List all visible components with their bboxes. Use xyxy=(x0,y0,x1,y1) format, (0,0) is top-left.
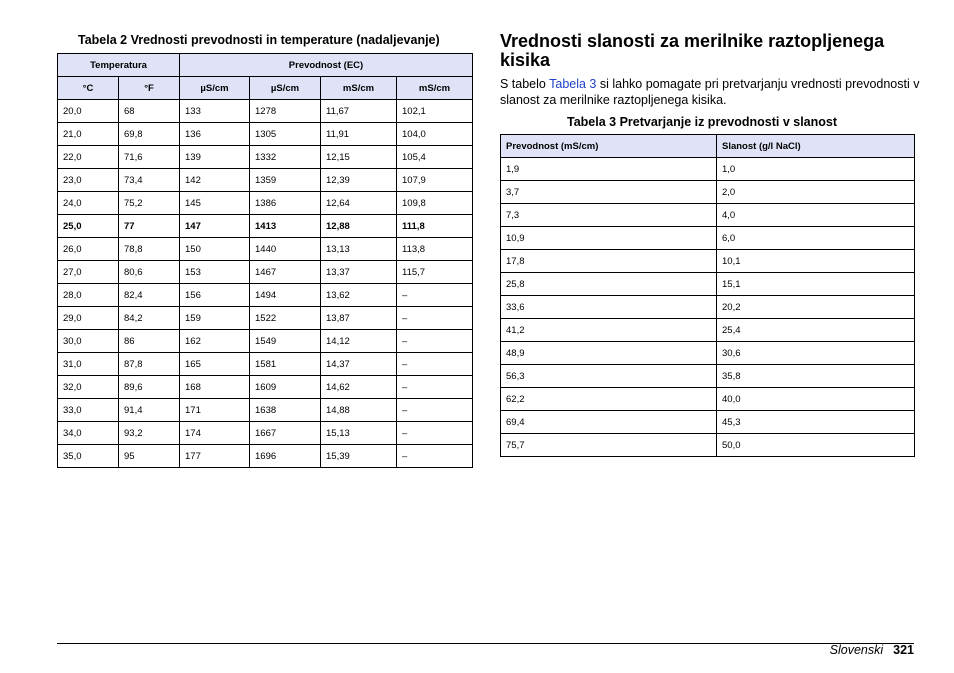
table-cell: 71,6 xyxy=(119,146,180,169)
table-cell: 91,4 xyxy=(119,399,180,422)
table-cell: 87,8 xyxy=(119,353,180,376)
table-cell: 89,6 xyxy=(119,376,180,399)
table-cell: 14,88 xyxy=(321,399,397,422)
table-row xyxy=(58,169,473,192)
table-cell: 48,9 xyxy=(501,342,717,365)
table-cell: 104,0 xyxy=(397,123,473,146)
paragraph-text: si lahko pomagate pri pretvarjanju vrednosti prevodnosti v slanost za merilnike raztopljenega kisika. xyxy=(500,77,920,107)
table-row xyxy=(58,307,473,330)
table-row xyxy=(58,376,473,399)
table-row xyxy=(501,204,915,227)
column-header-conductivity: Prevodnost (mS/cm) xyxy=(501,135,717,158)
table-cell: 68 xyxy=(119,100,180,123)
table-cell: – xyxy=(397,445,473,468)
group-header-conductivity: Prevodnost (EC) xyxy=(180,54,473,77)
table-row xyxy=(501,296,915,319)
table-cell: 159 xyxy=(180,307,250,330)
table-cell: 1467 xyxy=(250,261,321,284)
table-cell: 25,8 xyxy=(501,273,717,296)
footer-rule xyxy=(57,643,914,644)
table-cell: 35,8 xyxy=(717,365,915,388)
table-cell: 156 xyxy=(180,284,250,307)
table-cell: 2,0 xyxy=(717,181,915,204)
table-cell: 34,0 xyxy=(58,422,119,445)
table-cell: 77 xyxy=(119,215,180,238)
table-cell: 35,0 xyxy=(58,445,119,468)
table-cell: 75,2 xyxy=(119,192,180,215)
table-cell: 142 xyxy=(180,169,250,192)
table-cell: 1549 xyxy=(250,330,321,353)
table-cell: 23,0 xyxy=(58,169,119,192)
table-cell: 17,8 xyxy=(501,250,717,273)
table-cell: 111,8 xyxy=(397,215,473,238)
table-cell: 93,2 xyxy=(119,422,180,445)
table-cell: 1278 xyxy=(250,100,321,123)
table-cell: 133 xyxy=(180,100,250,123)
table-row xyxy=(58,284,473,307)
table-row xyxy=(501,434,915,457)
table-cell: 69,8 xyxy=(119,123,180,146)
page-footer xyxy=(830,643,914,657)
table-cell: 1,9 xyxy=(501,158,717,181)
table-cell: 28,0 xyxy=(58,284,119,307)
table-row xyxy=(58,399,473,422)
table-cell: 12,39 xyxy=(321,169,397,192)
table-cell: 62,2 xyxy=(501,388,717,411)
table-cell: 1494 xyxy=(250,284,321,307)
table-row xyxy=(58,123,473,146)
table-cell: 27,0 xyxy=(58,261,119,284)
table-cell: 73,4 xyxy=(119,169,180,192)
table-cell: 13,13 xyxy=(321,238,397,261)
table-cell: 171 xyxy=(180,399,250,422)
table-cell: 14,12 xyxy=(321,330,397,353)
table-cell: 15,1 xyxy=(717,273,915,296)
paragraph-text: S tabelo xyxy=(500,77,550,91)
table-row xyxy=(501,319,915,342)
table-row xyxy=(501,388,915,411)
table-cell: 10,1 xyxy=(717,250,915,273)
table-cell: 1696 xyxy=(250,445,321,468)
table-cell: 1440 xyxy=(250,238,321,261)
table-row xyxy=(501,273,915,296)
table-row xyxy=(58,146,473,169)
table-cell: 1305 xyxy=(250,123,321,146)
table-cell: 147 xyxy=(180,215,250,238)
table-cell: 24,0 xyxy=(58,192,119,215)
table-cell: 4,0 xyxy=(717,204,915,227)
table-cell: 1581 xyxy=(250,353,321,376)
table-cell: 41,2 xyxy=(501,319,717,342)
table-cell: 1667 xyxy=(250,422,321,445)
table-cell: 177 xyxy=(180,445,250,468)
table-cell: – xyxy=(397,376,473,399)
table-cell: – xyxy=(397,399,473,422)
column-header-ms-cm: mS/cm xyxy=(321,77,397,100)
table-cell: – xyxy=(397,284,473,307)
table-cell: 10,9 xyxy=(501,227,717,250)
table-cell: 136 xyxy=(180,123,250,146)
section-paragraph xyxy=(500,77,920,108)
table-row xyxy=(58,353,473,376)
table-row xyxy=(58,100,473,123)
table-cell: 20,0 xyxy=(58,100,119,123)
table-cell: 84,2 xyxy=(119,307,180,330)
table-row xyxy=(58,261,473,284)
table-cell: 153 xyxy=(180,261,250,284)
table-cell: 3,7 xyxy=(501,181,717,204)
table-cell: 1609 xyxy=(250,376,321,399)
table-row xyxy=(58,238,473,261)
table-row xyxy=(501,181,915,204)
column-header-ms-cm: mS/cm xyxy=(397,77,473,100)
table-cell: 174 xyxy=(180,422,250,445)
table-cell: 30,6 xyxy=(717,342,915,365)
table-cell: 25,4 xyxy=(717,319,915,342)
table-cell: 12,88 xyxy=(321,215,397,238)
column-header-us-cm: µS/cm xyxy=(180,77,250,100)
table-cell: 6,0 xyxy=(717,227,915,250)
page-number: 321 xyxy=(893,643,914,657)
group-header-temperature: Temperatura xyxy=(58,54,180,77)
table-cell: 1522 xyxy=(250,307,321,330)
table-row xyxy=(58,330,473,353)
table-cell: 150 xyxy=(180,238,250,261)
section-heading: Vrednosti slanosti za merilnike raztopljenega kisika xyxy=(500,31,885,70)
table-cell: 162 xyxy=(180,330,250,353)
table-cell: 40,0 xyxy=(717,388,915,411)
table-cell: 45,3 xyxy=(717,411,915,434)
table-row xyxy=(501,411,915,434)
table-cell: – xyxy=(397,307,473,330)
table-cell: 33,0 xyxy=(58,399,119,422)
table-cell: 1413 xyxy=(250,215,321,238)
table-cell: 56,3 xyxy=(501,365,717,388)
table-row xyxy=(501,342,915,365)
table-cell: 32,0 xyxy=(58,376,119,399)
column-header-us-cm: µS/cm xyxy=(250,77,321,100)
table-cell: – xyxy=(397,353,473,376)
table-cell: 7,3 xyxy=(501,204,717,227)
footer-language: Slovenski xyxy=(829,643,884,657)
table-cell: 105,4 xyxy=(397,146,473,169)
table-cell: 26,0 xyxy=(58,238,119,261)
table-cell: 14,62 xyxy=(321,376,397,399)
table-cell: 29,0 xyxy=(58,307,119,330)
table2-body xyxy=(58,100,473,468)
table-row xyxy=(501,158,915,181)
table-cell: 13,62 xyxy=(321,284,397,307)
table-cell: 11,91 xyxy=(321,123,397,146)
table3-link[interactable]: Tabela 3 xyxy=(549,77,597,91)
table-cell: 86 xyxy=(119,330,180,353)
table-cell: 109,8 xyxy=(397,192,473,215)
table-cell: 95 xyxy=(119,445,180,468)
table-cell: 75,7 xyxy=(501,434,717,457)
table-cell: – xyxy=(397,422,473,445)
table-cell: 31,0 xyxy=(58,353,119,376)
table-cell: 69,4 xyxy=(501,411,717,434)
table2-caption: Tabela 2 Vrednosti prevodnosti in temperature (nadaljevanje) xyxy=(78,33,440,47)
table-cell: 165 xyxy=(180,353,250,376)
table3-conductivity-salinity xyxy=(500,134,915,457)
table-cell: 115,7 xyxy=(397,261,473,284)
table-cell: 14,37 xyxy=(321,353,397,376)
table-cell: 1,0 xyxy=(717,158,915,181)
table-cell: 102,1 xyxy=(397,100,473,123)
table-cell: 15,13 xyxy=(321,422,397,445)
table-cell: 15,39 xyxy=(321,445,397,468)
column-header-celsius: °C xyxy=(58,77,119,100)
table-cell: 78,8 xyxy=(119,238,180,261)
table-cell: 145 xyxy=(180,192,250,215)
table-cell: – xyxy=(397,330,473,353)
column-header-salinity: Slanost (g/l NaCl) xyxy=(717,135,915,158)
table-cell: 20,2 xyxy=(717,296,915,319)
column-header-fahrenheit: °F xyxy=(119,77,180,100)
table-cell: 50,0 xyxy=(717,434,915,457)
table-cell: 12,64 xyxy=(321,192,397,215)
table-row xyxy=(58,192,473,215)
table-row xyxy=(58,445,473,468)
table-cell: 33,6 xyxy=(501,296,717,319)
table-cell: 107,9 xyxy=(397,169,473,192)
table-cell: 21,0 xyxy=(58,123,119,146)
table-cell: 12,15 xyxy=(321,146,397,169)
table3-caption: Tabela 3 Pretvarjanje iz prevodnosti v slanost xyxy=(567,115,838,129)
table-cell: 82,4 xyxy=(119,284,180,307)
table-row xyxy=(501,227,915,250)
table-cell: 139 xyxy=(180,146,250,169)
table-cell: 13,37 xyxy=(321,261,397,284)
table-cell: 25,0 xyxy=(58,215,119,238)
table-cell: 13,87 xyxy=(321,307,397,330)
table-cell: 1638 xyxy=(250,399,321,422)
table-row xyxy=(501,365,915,388)
table-row xyxy=(58,215,473,238)
table-cell: 30,0 xyxy=(58,330,119,353)
table-cell: 113,8 xyxy=(397,238,473,261)
table2-conductivity-temperature xyxy=(57,53,473,468)
table-cell: 22,0 xyxy=(58,146,119,169)
table-cell: 1386 xyxy=(250,192,321,215)
table-cell: 168 xyxy=(180,376,250,399)
table-row xyxy=(501,250,915,273)
table-row xyxy=(58,422,473,445)
table-cell: 80,6 xyxy=(119,261,180,284)
table-cell: 1332 xyxy=(250,146,321,169)
table-cell: 11,67 xyxy=(321,100,397,123)
table-cell: 1359 xyxy=(250,169,321,192)
table3-body xyxy=(501,158,915,457)
